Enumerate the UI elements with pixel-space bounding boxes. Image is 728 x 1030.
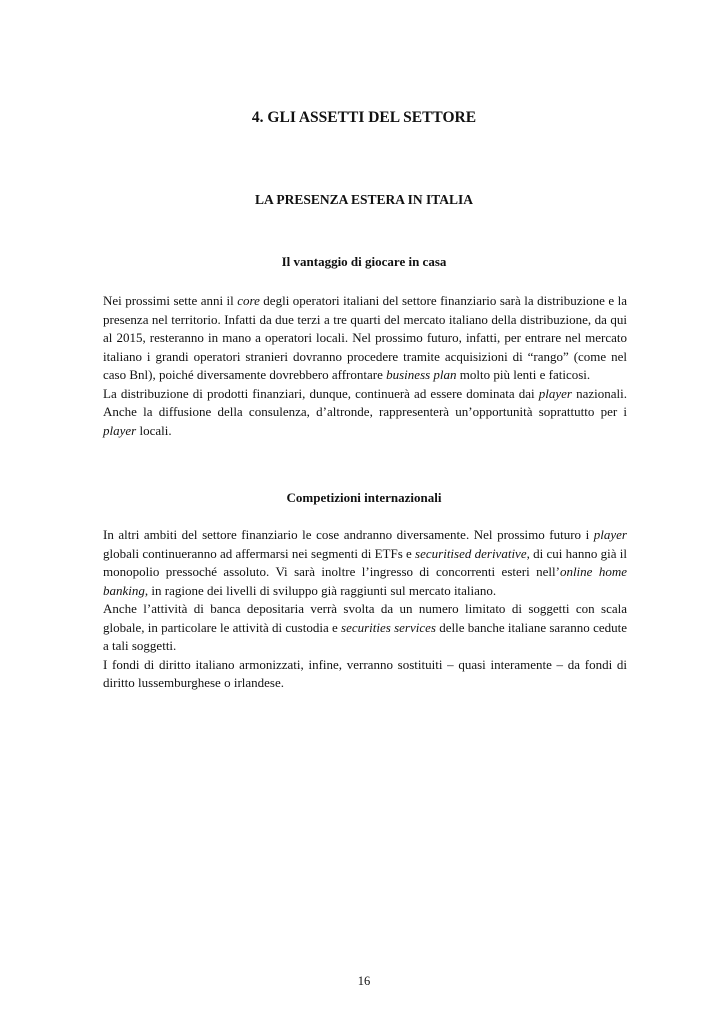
paragraph: Anche l’attività di banca depositaria verrà svolta da un numero limitato di soggetti con scala globale, in particolare le attività di custodia e securities services delle banche italiane saranno cedute a tali soggetti. xyxy=(103,601,627,653)
paragraph: In altri ambiti del settore finanziario le cose andranno diversamente. Nel prossimo futuro i player globali continueranno ad affermarsi nei segmenti di ETFs e securitised derivative, di cui hanno già il monopolio pressoché assoluto. Vi sarà inoltre l’ingresso di concorrenti esteri nell’online home banking, in ragione dei livelli di sviluppo già raggiunti sul mercato italiano. xyxy=(103,527,627,598)
italic-term: player xyxy=(538,385,572,401)
subsection-title-1: Il vantaggio di giocare in casa xyxy=(281,254,447,269)
italic-term: business plan xyxy=(386,367,457,382)
italic-term: online home banking xyxy=(103,564,627,598)
italic-term: core xyxy=(237,293,260,308)
paragraph: I fondi di diritto italiano armonizzati, infine, verranno sostituiti – quasi interamente – da fondi di diritto lussemburghese o irlandese. xyxy=(103,656,627,690)
italic-term: securities services xyxy=(341,619,436,635)
page-number: 16 xyxy=(357,974,371,988)
italic-term: player xyxy=(103,422,137,438)
paragraph: Nei prossimi sette anni il core degli operatori italiani del settore finanziario sarà la distribuzione e la presenza nel territorio. Infatti da due terzi a tre quarti del mercato italiano della distribuzione, da qui al 2015, resteranno in mano a operatori locali. Nel prossimo futuro, infatti, per entrare nel mercato italiano i grandi operatori stranieri dovranno procedere tramite acquisizioni di “rango” (come nel caso Bnl), poiché diversamente dovrebbero affrontare business plan molto più lenti e faticosi. xyxy=(103,293,627,382)
italic-term: securitised derivative xyxy=(415,545,527,561)
italic-term: player xyxy=(593,527,627,542)
paragraph: La distribuzione di prodotti finanziari, dunque, continuerà ad essere dominata dai player nazionali. Anche la diffusione della consulenza, d’altronde, rappresenterà un’opportunità soprattutto per i player locali. xyxy=(103,385,627,438)
section-title: LA PRESENZA ESTERA IN ITALIA xyxy=(254,192,474,207)
subsection-title-2: Competizioni internazionali xyxy=(286,490,442,505)
subsection-body-2 xyxy=(103,526,627,693)
chapter-title: 4. GLI ASSETTI DEL SETTORE xyxy=(251,109,477,126)
subsection-body-1 xyxy=(103,292,627,440)
